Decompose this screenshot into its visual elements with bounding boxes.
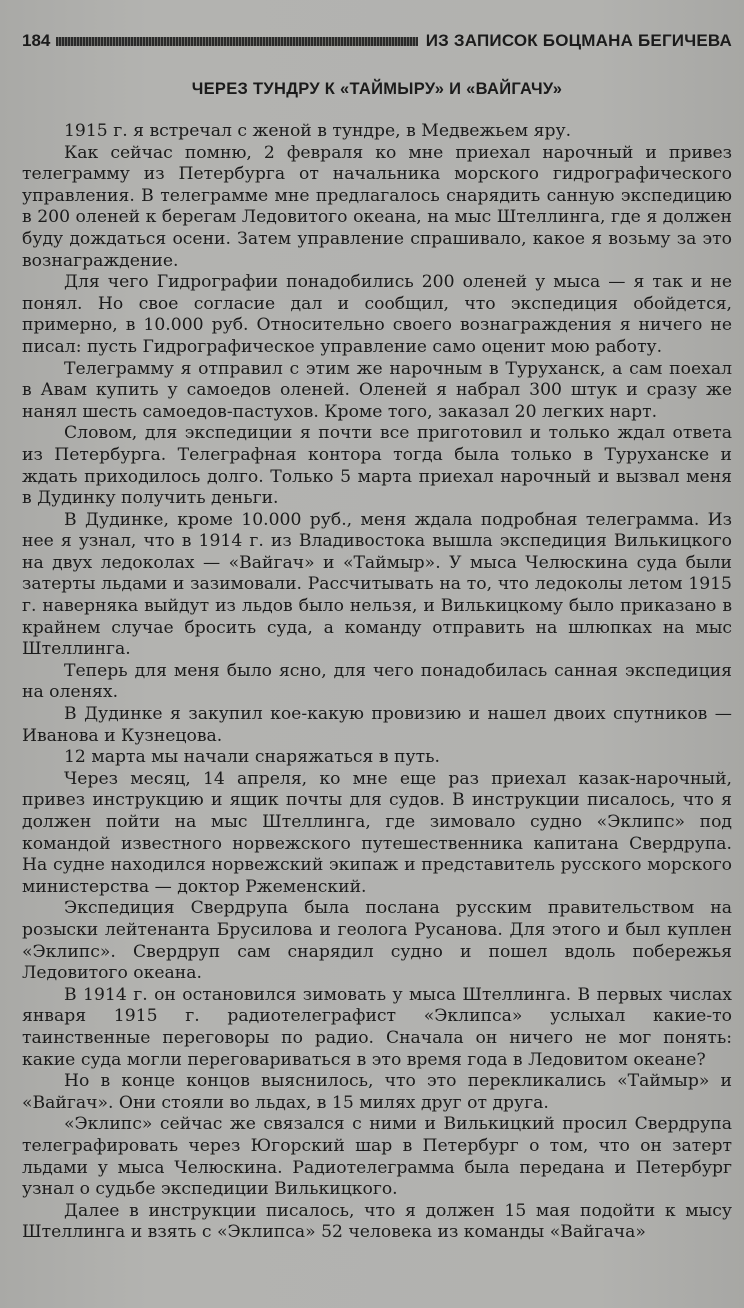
running-head: [22, 28, 732, 54]
paragraph: Для чего Гидрографии понадобились 200 оленей у мыса — я так и не понял. Но свое согласие дал и сообщил, что экспедиция обойдется, примерно, в 10.000 руб. Относительно своего вознаграждения я ничего не писал: пусть Гидрографическое управление само оценит мою работу.: [22, 272, 732, 357]
paragraph: В Дудинке, кроме 10.000 руб., меня ждала подробная телеграмма. Из нее я узнал, что в 1914 г. из Владивостока вышла экспедиция Вилькицкого на двух ледоколах — «Вайгач» и «Таймыр». У мыса Челюскина суда были затерты льдами и зазимовали. Рассчитывать на то, что ледоколы летом 1915 г. наверняка выйдут из льдов было нельзя, и Вилькицкому было приказано в крайнем случае бросить суда, а команду отправить на шлюпках на мыс Штеллинга.: [22, 509, 732, 660]
paragraph: Теперь для меня было ясно, для чего понадобилась санная экспедиция на оленях.: [22, 660, 732, 703]
paragraph: «Эклипс» сейчас же связался с ними и Вилькицкий просил Свердрупа телеграфировать через Югорский шар в Петербург о том, что он затерт льдами у мыса Челюскина. Радиотелеграмма была передана и Петербург узнал о судьбе экспедиции Вилькицкого.: [22, 1114, 732, 1200]
paragraph: В 1914 г. он остановился зимовать у мыса Штеллинга. В первых числах января 1915 г. радиотелеграфист «Эклипса» услыхал какие-то таинственные переговоры по радио. Сначала он ничего не мог понять: какие суда могли переговариваться в это время года в Ледовитом океане?: [22, 984, 732, 1070]
paragraph: Но в конце концов выяснилось, что это перекликались «Таймыр» и «Вайгач». Они стояли во льдах, в 15 милях друг от друга.: [22, 1071, 732, 1113]
paragraph: 1915 г. я встречал с женой в тундре, в Медвежьем яру.: [64, 121, 572, 141]
paragraph: В Дудинке я закупил кое-какую провизию и нашел двоих спутников — Иванова и Кузнецова.: [22, 704, 732, 746]
chapter-title: ЧЕРЕЗ ТУНДРУ К «ТАЙМЫРУ» И «ВАЙГАЧУ»: [191, 80, 563, 98]
paragraph: Далее в инструкции писалось, что я должен 15 мая подойти к мысу Штеллинга и взять с «Эклипса» 52 человека из команды «Вайгача»: [22, 1200, 732, 1243]
paragraph: Телеграмму я отправил с этим же нарочным в Туруханск, а сам поехал в Авам купить у самоедов оленей. Оленей я набрал 300 штук и сразу же нанял шесть самоедов-пастухов. Кроме того, заказал 20 легких нарт.: [22, 358, 732, 422]
paragraph: Через месяц, 14 апреля, ко мне еще раз приехал казак-нарочный, привез инструкцию и ящик почты для судов. В инструкции писалось, что я должен пойти на мыс Штеллинга, где зимовало судно «Эклипс» под командой известного норвежского путешественника капитана Свердрупа. На судне находился норвежский экипаж и представитель русского морского министерства — доктор Ржеменский.: [22, 768, 732, 897]
paragraph: Словом, для экспедиции я почти все приготовил и только ждал ответа из Петербурга. Телеграфная контора тогда была только в Туруханске и ждать приходилось долго. Только 5 марта приехал нарочный и вызвал меня в Дудинку получить деньги.: [22, 423, 732, 509]
page-number: 184: [22, 31, 51, 50]
body-text: [22, 121, 732, 1244]
paragraph: 12 марта мы начали снаряжаться в путь.: [64, 747, 440, 768]
paragraph: Как сейчас помню, 2 февраля ко мне приехал нарочный и привез телеграмму из Петербурга от начальника морского гидрографического управления. В телеграмме мне предлагалось снарядить санную экспедицию в 200 оленей к берегам Ледовитого океана, на мыс Штеллинга, где я должен буду дождаться осени. Затем управление спрашивало, какое я возьму за это вознаграждение.: [22, 142, 732, 271]
paragraph: Экспедиция Свердрупа была послана русским правительством на розыски лейтенанта Брусилова и геолога Русанова. Для этого и был куплен «Эклипс». Свердруп сам снарядил судно и пошел вдоль побережья Ледовитого океана.: [22, 898, 732, 984]
book-title: ИЗ ЗАПИСОК БОЦМАНА БЕГИЧЕВА: [425, 31, 732, 50]
header-rule: [56, 37, 417, 46]
